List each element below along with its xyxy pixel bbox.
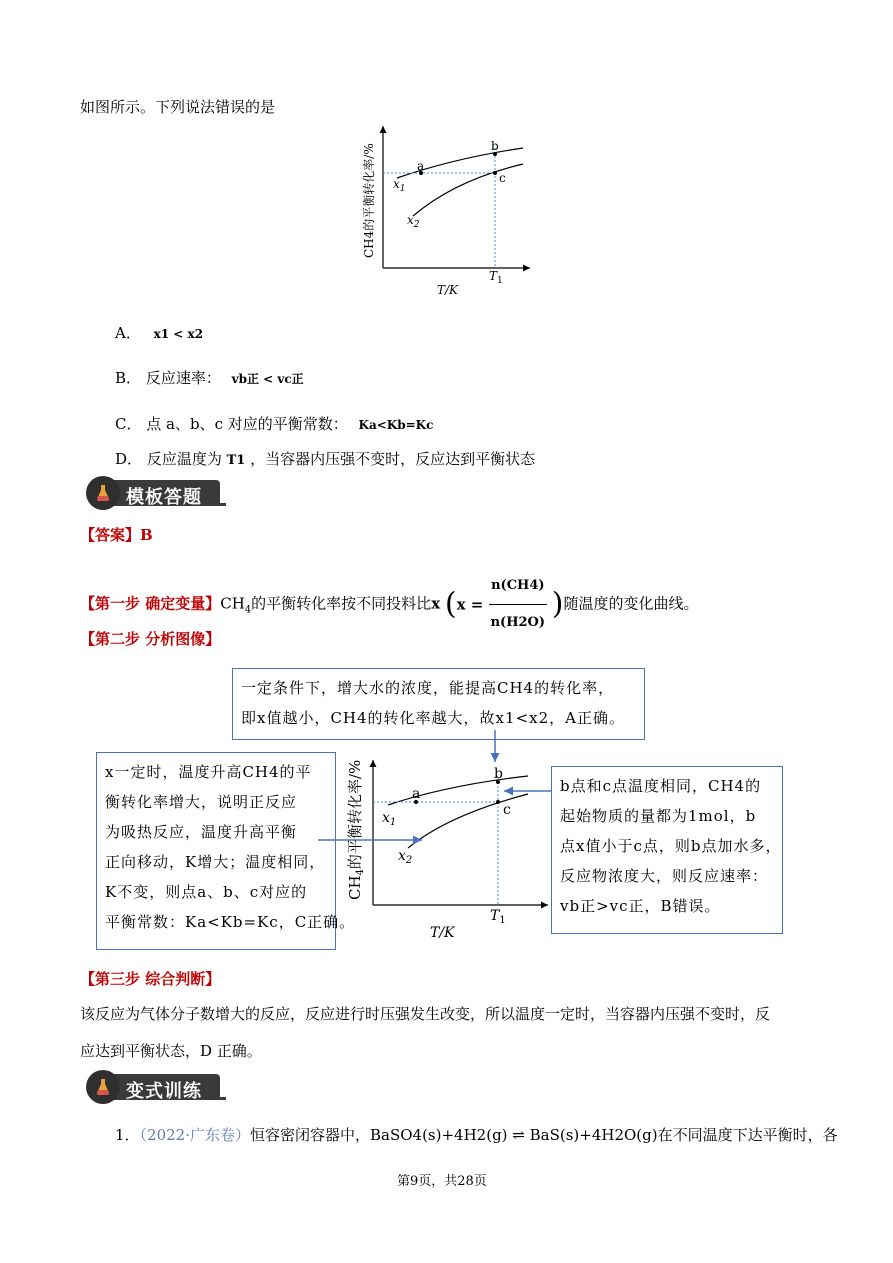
option-b[interactable]: B． 反应速率： vb正 < vc正 <box>115 369 304 387</box>
curve-x2 <box>413 164 523 216</box>
svg-text:b: b <box>491 139 499 153</box>
svg-text:CH4的平衡转化率/%: $CH_4$的平衡转化率/% <box>346 759 366 900</box>
banner-variant-training: 变式训练 <box>86 1070 236 1104</box>
option-a[interactable]: A． x1 < x2 <box>115 324 204 342</box>
svg-text:CH4的平衡转化率/%: CH4的平衡转化率/% <box>362 143 376 258</box>
point-c <box>493 171 497 175</box>
question-1: 1．（2022·广东卷）恒容密闭容器中，BaSO4(s)+4H2(g) ⇌ BaS(s)+4H2O(g)在不同温度下达平衡时，各 <box>115 1126 838 1144</box>
svg-text:b: b <box>494 766 503 782</box>
answer-line: 【答案】B <box>80 526 153 544</box>
svg-text:a: a <box>417 159 425 173</box>
page-footer: 第9页，共28页 <box>397 1174 487 1189</box>
box-right-explanation: b点和c点温度相同，CH4的 起始物质的量都为1mol，b 点x值小于c点，则b点加水多， 反应物浓度大，则反应速率： vb正>vc正，B错误。 <box>551 766 783 934</box>
svg-text:T/K: T/K <box>437 283 459 297</box>
intro-text: 如图所示。下列说法错误的是 <box>80 98 276 116</box>
banner-template-answer: 模板答题 <box>86 476 236 510</box>
box-left-explanation: x一定时，温度升高CH4的平 衡转化率增大，说明正反应 为吸热反应，温度升高平衡 正向移动，K增大；温度相同， K不变，则点a、b、c对应的 平衡常数：Ka<Kb=Kc，C正确。 <box>96 752 336 950</box>
svg-text:x2: $x_2$ <box>398 848 413 866</box>
svg-text:x1: $x_1$ <box>382 810 397 828</box>
graph-equilibrium-1 <box>355 118 545 298</box>
step3-label: 【第三步 综合判断】 <box>80 970 221 988</box>
step1-line: 【第一步 确定变量】$CH_4$的平衡转化率按不同投料比x (x = $\frac{n(CH4)}{n(H2O)}$ )随温度的变化曲线。 <box>80 568 699 612</box>
conclusion-line2: 应达到平衡状态，D 正确。 <box>80 1042 262 1060</box>
svg-text:x1: $x_1$ <box>393 177 406 194</box>
svg-text:a: a <box>412 786 421 802</box>
svg-text:c: c <box>499 171 506 185</box>
box-top-explanation: 一定条件下，增大水的浓度，能提高CH4的转化率， 即x值越小，CH4的转化率越大，故x1<x2，A正确。 <box>232 668 645 740</box>
svg-text:c: c <box>503 802 511 818</box>
svg-text:x2: $x_2$ <box>407 213 420 230</box>
option-d[interactable]: D． 反应温度为 T1 ，当容器内压强不变时，反应达到平衡状态 <box>115 450 536 468</box>
conclusion-line1: 该反应为气体分子数增大的反应，反应进行时压强发生改变，所以温度一定时，当容器内压强不变时，反 <box>80 1005 771 1023</box>
step2-label: 【第二步 分析图像】 <box>80 630 221 648</box>
svg-text:T/K: T/K <box>430 925 455 941</box>
svg-text:T1: $T_1$ <box>489 269 503 286</box>
graph-equilibrium-2 <box>318 730 554 945</box>
svg-text:T1: $T_1$ <box>490 908 506 926</box>
option-c[interactable]: C． 点 a、b、c 对应的平衡常数： Ka<Kb=Kc <box>115 415 434 433</box>
